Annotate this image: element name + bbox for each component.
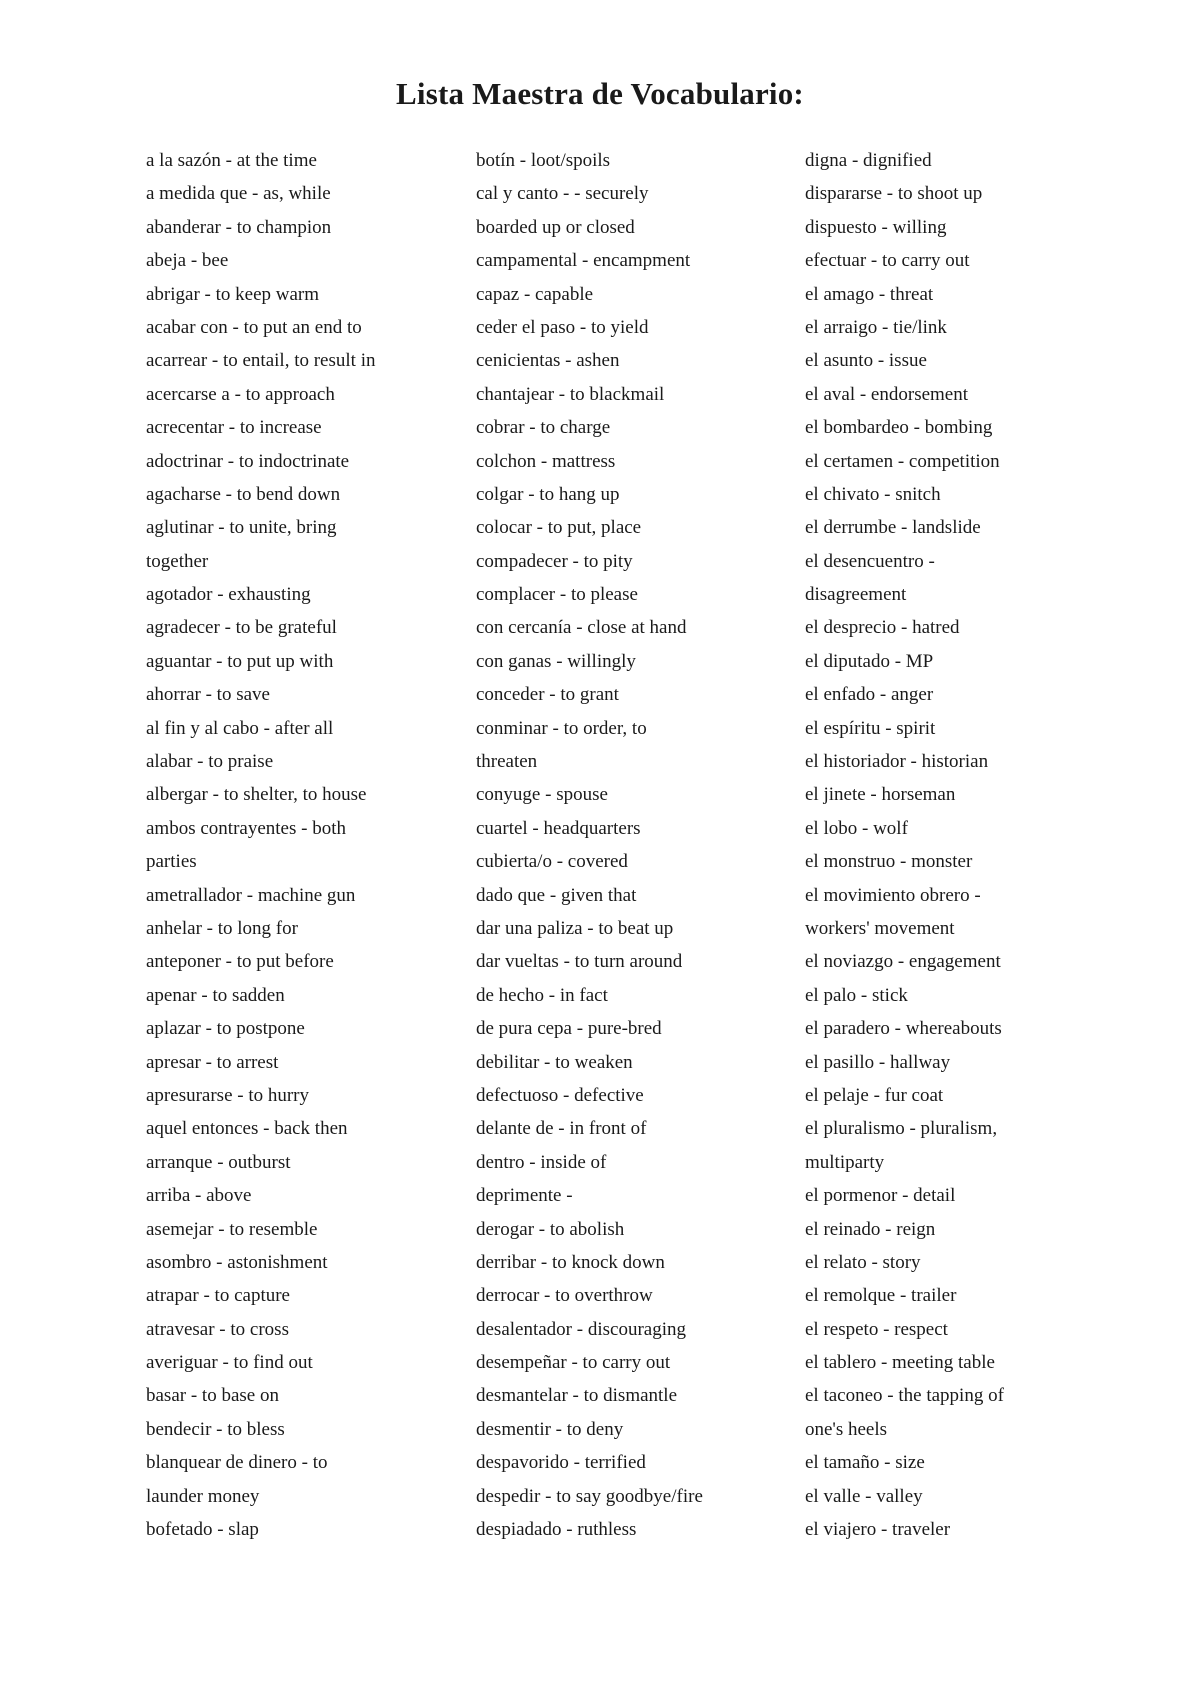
vocab-line: capaz - capable: [476, 283, 594, 305]
vocab-line: desmentir - to deny: [476, 1418, 624, 1440]
vocab-line: albergar - to shelter, to house: [146, 784, 367, 806]
vocab-line: ambos contrayentes - both: [146, 817, 346, 839]
vocab-line: aglutinar - to unite, bring: [146, 517, 337, 539]
vocab-line: conminar - to order, to: [476, 717, 647, 739]
vocab-line: el paradero - whereabouts: [805, 1018, 1002, 1040]
vocab-line: anhelar - to long for: [146, 917, 298, 939]
vocab-line: el desencuentro -: [805, 550, 935, 572]
vocab-line: atrapar - to capture: [146, 1285, 290, 1307]
vocab-line: a la sazón - at the time: [146, 150, 317, 171]
vocab-line: botín - loot/spoils: [476, 150, 611, 171]
vocab-line: cal y canto - - securely: [476, 183, 649, 205]
vocab-line: arriba - above: [146, 1185, 252, 1207]
vocab-line: boarded up or closed: [476, 216, 635, 238]
vocab-line: acercarse a - to approach: [146, 383, 335, 405]
vocab-line: colgar - to hang up: [476, 483, 620, 505]
vocab-line: el derrumbe - landslide: [805, 517, 981, 539]
vocab-line: acarrear - to entail, to result in: [146, 350, 376, 372]
vocab-line: el remolque - trailer: [805, 1285, 957, 1307]
vocab-line: agradecer - to be grateful: [146, 617, 337, 639]
vocab-line: el lobo - wolf: [805, 817, 908, 839]
vocab-line: el chivato - snitch: [805, 483, 941, 505]
vocab-line: acrecentar - to increase: [146, 417, 322, 439]
vocab-line: el respeto - respect: [805, 1318, 948, 1340]
vocab-line: cuartel - headquarters: [476, 817, 641, 839]
vocab-line: aguantar - to put up with: [146, 650, 334, 672]
vocab-column-3: [805, 144, 1105, 1546]
vocab-line: averiguar - to find out: [146, 1352, 313, 1374]
vocab-line: campamental - encampment: [476, 250, 691, 272]
vocab-line: agotador - exhausting: [146, 584, 311, 606]
vocab-line: desempeñar - to carry out: [476, 1352, 671, 1374]
vocab-line: colocar - to put, place: [476, 517, 642, 539]
vocab-line: colchon - mattress: [476, 450, 616, 472]
vocab-line: conceder - to grant: [476, 684, 619, 706]
vocab-line: ceder el paso - to yield: [476, 316, 649, 338]
vocab-line: el aval - endorsement: [805, 383, 969, 405]
vocab-line: el pasillo - hallway: [805, 1051, 951, 1073]
vocab-line: despavorido - terrified: [476, 1452, 646, 1474]
vocab-line: el jinete - horseman: [805, 784, 956, 806]
vocab-line: ahorrar - to save: [146, 684, 270, 706]
vocab-line: abrigar - to keep warm: [146, 283, 320, 305]
vocab-line: de pura cepa - pure-bred: [476, 1018, 662, 1040]
vocab-line: multiparty: [805, 1151, 885, 1173]
vocab-line: el palo - stick: [805, 984, 908, 1006]
vocab-line: derrocar - to overthrow: [476, 1285, 653, 1307]
vocab-line: apresurarse - to hurry: [146, 1084, 310, 1106]
vocab-line: complacer - to please: [476, 584, 638, 606]
vocab-line: apresar - to arrest: [146, 1051, 279, 1073]
vocab-line: el movimiento obrero -: [805, 884, 981, 906]
vocab-line: efectuar - to carry out: [805, 250, 970, 272]
page-title: Lista Maestra de Vocabulario:: [396, 76, 804, 111]
vocab-line: asemejar - to resemble: [146, 1218, 318, 1240]
vocab-line: acabar con - to put an end to: [146, 316, 362, 338]
vocab-line: cenicientas - ashen: [476, 350, 620, 372]
vocab-line: bendecir - to bless: [146, 1418, 285, 1440]
vocab-line: despedir - to say goodbye/fire: [476, 1485, 703, 1507]
vocab-line: despiadado - ruthless: [476, 1519, 637, 1541]
vocab-line: blanquear de dinero - to: [146, 1452, 328, 1474]
vocab-line: together: [146, 550, 209, 572]
vocab-line: el reinado - reign: [805, 1218, 936, 1240]
vocab-line: derribar - to knock down: [476, 1251, 665, 1273]
vocab-line: de hecho - in fact: [476, 984, 608, 1006]
vocab-line: el tablero - meeting table: [805, 1352, 995, 1374]
vocab-line: el bombardeo - bombing: [805, 417, 993, 439]
vocab-line: alabar - to praise: [146, 751, 274, 773]
vocab-line: desalentador - discouraging: [476, 1318, 686, 1340]
vocab-line: el desprecio - hatred: [805, 617, 960, 639]
vocab-line: conyuge - spouse: [476, 784, 608, 806]
vocab-line: defectuoso - defective: [476, 1084, 644, 1106]
vocab-line: el diputado - MP: [805, 650, 934, 672]
vocab-line: el pluralismo - pluralism,: [805, 1118, 998, 1140]
vocab-line: aquel entonces - back then: [146, 1118, 348, 1140]
vocab-line: el arraigo - tie/link: [805, 316, 947, 338]
vocab-line: el noviazgo - engagement: [805, 951, 1001, 973]
vocab-line: cubierta/o - covered: [476, 851, 628, 873]
vocab-line: abeja - bee: [146, 250, 229, 272]
vocab-line: a medida que - as, while: [146, 183, 331, 205]
vocab-line: launder money: [146, 1485, 260, 1507]
vocab-line: el certamen - competition: [805, 450, 1000, 472]
vocab-column-1: [146, 144, 446, 1546]
vocab-line: dado que - given that: [476, 884, 637, 906]
vocab-line: el monstruo - monster: [805, 851, 973, 873]
vocab-line: agacharse - to bend down: [146, 483, 341, 505]
vocab-line: workers' movement: [805, 917, 955, 939]
vocab-line: one's heels: [805, 1418, 888, 1440]
vocab-line: ametrallador - machine gun: [146, 884, 356, 906]
vocab-line: dispararse - to shoot up: [805, 183, 983, 205]
vocab-line: derogar - to abolish: [476, 1218, 625, 1240]
vocab-line: disagreement: [805, 584, 907, 606]
vocab-line: chantajear - to blackmail: [476, 383, 665, 405]
vocab-line: dar una paliza - to beat up: [476, 917, 674, 939]
vocab-line: bofetado - slap: [146, 1519, 259, 1541]
vocab-line: el viajero - traveler: [805, 1519, 951, 1541]
vocab-line: dar vueltas - to turn around: [476, 951, 683, 973]
vocab-line: atravesar - to cross: [146, 1318, 289, 1340]
vocab-line: asombro - astonishment: [146, 1251, 328, 1273]
vocab-line: dispuesto - willing: [805, 216, 947, 238]
vocab-line: al fin y al cabo - after all: [146, 717, 334, 739]
vocab-line: el taconeo - the tapping of: [805, 1385, 1004, 1407]
vocab-line: delante de - in front of: [476, 1118, 647, 1140]
vocab-line: el tamaño - size: [805, 1452, 925, 1474]
vocab-line: digna - dignified: [805, 150, 932, 171]
vocab-line: anteponer - to put before: [146, 951, 334, 973]
vocab-line: abanderar - to champion: [146, 216, 332, 238]
vocab-line: con ganas - willingly: [476, 650, 636, 672]
vocab-line: el valle - valley: [805, 1485, 923, 1507]
vocab-line: cobrar - to charge: [476, 417, 611, 439]
vocab-line: el enfado - anger: [805, 684, 934, 706]
vocab-line: debilitar - to weaken: [476, 1051, 633, 1073]
vocab-line: el asunto - issue: [805, 350, 927, 372]
vocab-line: compadecer - to pity: [476, 550, 633, 572]
vocab-line: el espíritu - spirit: [805, 717, 936, 739]
vocab-line: el relato - story: [805, 1251, 921, 1273]
vocab-line: parties: [146, 851, 197, 873]
vocab-line: threaten: [476, 751, 538, 773]
vocab-line: apenar - to sadden: [146, 984, 285, 1006]
vocab-line: aplazar - to postpone: [146, 1018, 305, 1040]
vocab-line: con cercanía - close at hand: [476, 617, 687, 639]
vocab-line: el amago - threat: [805, 283, 934, 305]
vocab-column-2: [476, 144, 776, 1546]
vocab-line: el pelaje - fur coat: [805, 1084, 944, 1106]
vocab-line: basar - to base on: [146, 1385, 279, 1407]
vocab-line: dentro - inside of: [476, 1151, 607, 1173]
vocab-line: arranque - outburst: [146, 1151, 291, 1173]
vocab-line: el pormenor - detail: [805, 1185, 956, 1207]
vocab-line: desmantelar - to dismantle: [476, 1385, 678, 1407]
vocab-line: adoctrinar - to indoctrinate: [146, 450, 350, 472]
vocab-line: deprimente -: [476, 1185, 573, 1207]
vocab-line: el historiador - historian: [805, 751, 989, 773]
